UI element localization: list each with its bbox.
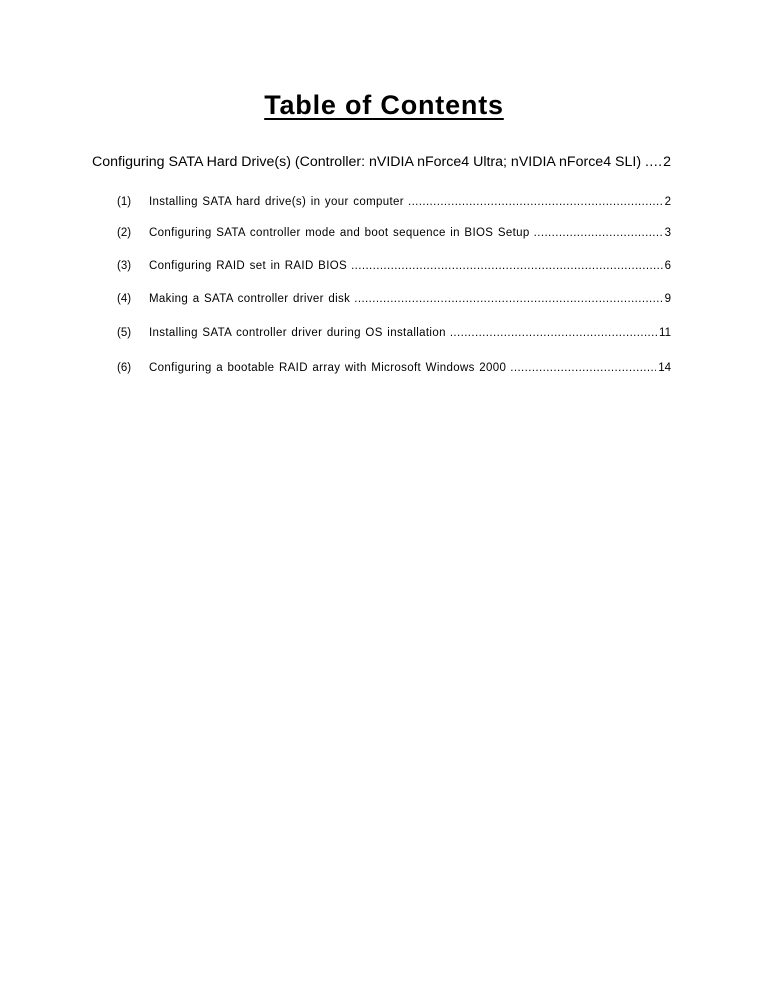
toc-page-number: 3 — [664, 227, 671, 239]
toc-entry-number: (2) — [117, 227, 132, 239]
toc-page-number: 6 — [664, 260, 671, 272]
toc-sub-entry[interactable] — [117, 226, 671, 240]
toc-entry-number: (6) — [117, 362, 132, 374]
toc-entry-text: Configuring SATA Hard Drive(s) (Controller: nVIDIA nForce4 Ultra; nVIDIA nForce4 SLI) — [92, 154, 642, 170]
toc-entry-text: Configuring RAID set in RAID BIOS — [149, 260, 348, 272]
toc-entry-number: (4) — [117, 293, 132, 305]
toc-dot-leader — [354, 292, 662, 306]
toc-entry-text: Installing SATA hard drive(s) in your computer — [149, 196, 404, 208]
toc-entry-text: Installing SATA controller driver during OS installation — [149, 327, 446, 339]
toc-dot-leader — [408, 195, 663, 209]
toc-sub-entry[interactable] — [117, 326, 671, 340]
toc-sub-entry[interactable] — [117, 259, 671, 273]
toc-dot-leader — [645, 153, 661, 171]
toc-main-entry[interactable] — [92, 153, 671, 171]
toc-entry-number: (5) — [117, 327, 132, 339]
toc-sub-entry[interactable] — [117, 361, 671, 375]
toc-page-number: 2 — [664, 196, 671, 208]
toc-sub-entry[interactable] — [117, 292, 671, 306]
toc-page-number: 14 — [658, 362, 671, 374]
toc-entry-text: Making a SATA controller driver disk — [149, 293, 351, 305]
toc-dot-leader — [534, 226, 663, 240]
toc-entry-text: Configuring SATA controller mode and boot sequence in BIOS Setup — [149, 227, 530, 239]
toc-dot-leader — [510, 361, 656, 375]
toc-page-number: 11 — [659, 327, 671, 339]
page-title-text: Table of Contents — [264, 90, 504, 120]
toc-dot-leader — [450, 326, 657, 340]
toc-sub-entry[interactable] — [117, 195, 671, 209]
toc-dot-leader — [351, 259, 663, 273]
toc-entry-number: (3) — [117, 260, 132, 272]
toc-entry-text: Configuring a bootable RAID array with Microsoft Windows 2000 — [149, 362, 507, 374]
toc-page-number: 9 — [664, 293, 671, 305]
page-title — [0, 88, 768, 122]
toc-page-number: 2 — [663, 154, 671, 170]
toc-entry-number: (1) — [117, 196, 132, 208]
